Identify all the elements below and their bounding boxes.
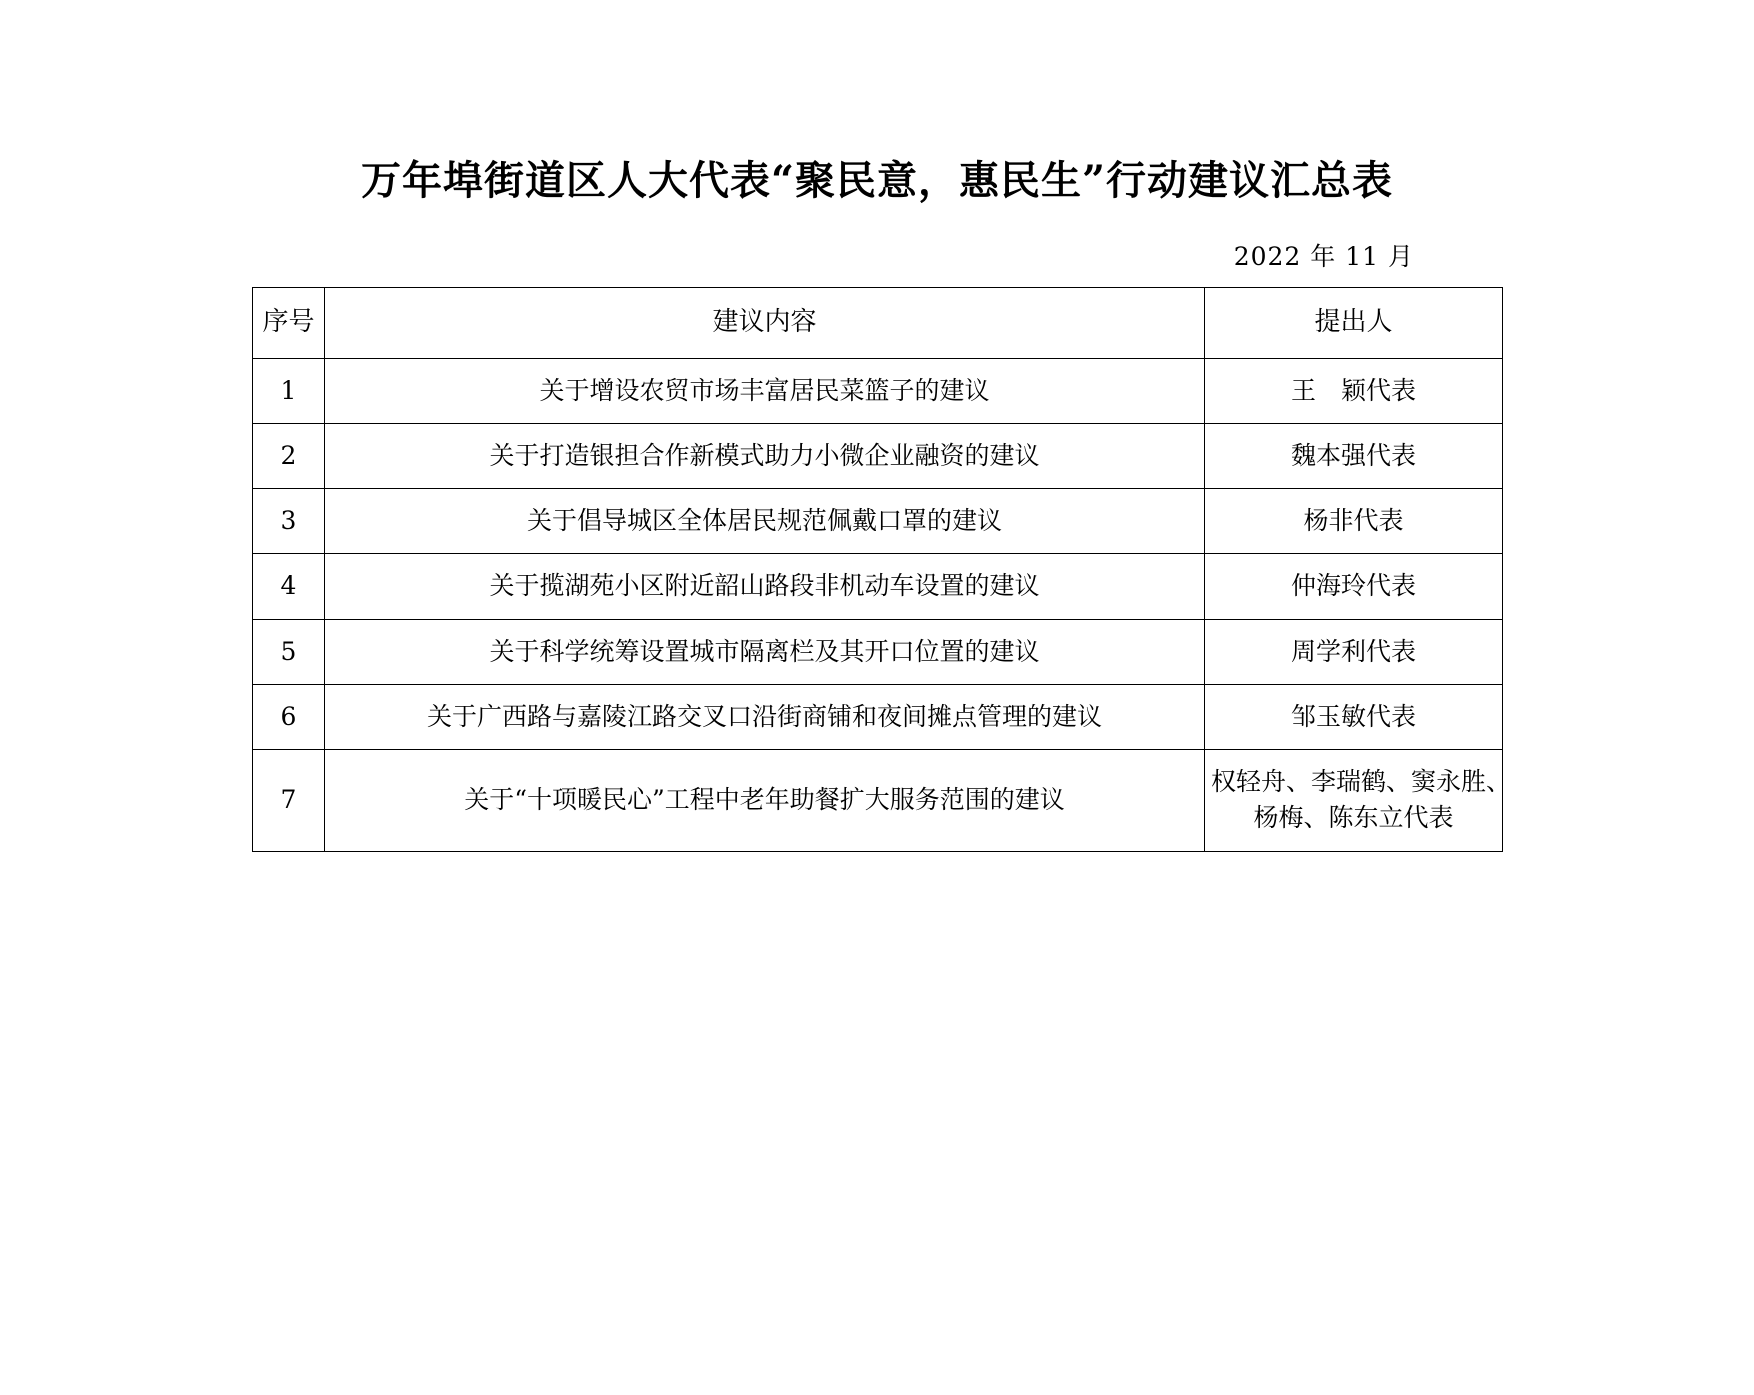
- document-date: [252, 237, 1502, 273]
- row-content: 关于打造银担合作新模式助力小微企业融资的建议: [325, 423, 1205, 488]
- row-index: 1: [253, 358, 325, 423]
- suggestions-table: [252, 287, 1512, 852]
- table-row: [253, 619, 1503, 684]
- column-header-proposer: 提出人: [1205, 288, 1503, 359]
- table-row: [253, 489, 1503, 554]
- row-proposer-line-2: 杨梅、陈东立代表: [1253, 803, 1454, 833]
- row-proposer: 王 颖代表: [1205, 358, 1503, 423]
- row-index: 3: [253, 489, 325, 554]
- row-proposer: 杨非代表: [1205, 489, 1503, 554]
- row-content: 关于揽湖苑小区附近韶山路段非机动车设置的建议: [325, 554, 1205, 619]
- table-header-row: [253, 288, 1503, 359]
- column-header-index: 序号: [253, 288, 325, 359]
- document-page: [0, 155, 1754, 1395]
- page-title: 万年埠街道区人大代表“聚民意，惠民生”行动建议汇总表: [360, 157, 1393, 204]
- row-proposer: 仲海玲代表: [1205, 554, 1503, 619]
- column-header-content: 建议内容: [325, 288, 1205, 359]
- row-index: 2: [253, 423, 325, 488]
- row-proposer: [1205, 750, 1512, 852]
- row-content: 关于增设农贸市场丰富居民菜篮子的建议: [325, 358, 1205, 423]
- row-index: 4: [253, 554, 325, 619]
- row-index: 6: [253, 684, 325, 749]
- row-index: 7: [253, 750, 325, 852]
- row-content: 关于广西路与嘉陵江路交叉口沿街商铺和夜间摊点管理的建议: [325, 684, 1205, 749]
- table-row: [253, 684, 1503, 749]
- table-row: [253, 358, 1503, 423]
- table-row: [253, 554, 1503, 619]
- row-index: 5: [253, 619, 325, 684]
- row-proposer: 邹玉敏代表: [1205, 684, 1503, 749]
- table-row: [253, 423, 1503, 488]
- row-content: 关于科学统筹设置城市隔离栏及其开口位置的建议: [325, 619, 1205, 684]
- row-content: 关于“十项暖民心”工程中老年助餐扩大服务范围的建议: [325, 750, 1205, 852]
- date-text: 2022 年 11 月: [1233, 242, 1414, 271]
- suggestions-table-wrapper: [252, 287, 1512, 852]
- row-proposer-line-1: 权轻舟、李瑞鹤、窦永胜、: [1211, 767, 1512, 797]
- row-proposer: 周学利代表: [1205, 619, 1503, 684]
- table-row: [253, 750, 1503, 852]
- row-content: 关于倡导城区全体居民规范佩戴口罩的建议: [325, 489, 1205, 554]
- row-proposer: 魏本强代表: [1205, 423, 1503, 488]
